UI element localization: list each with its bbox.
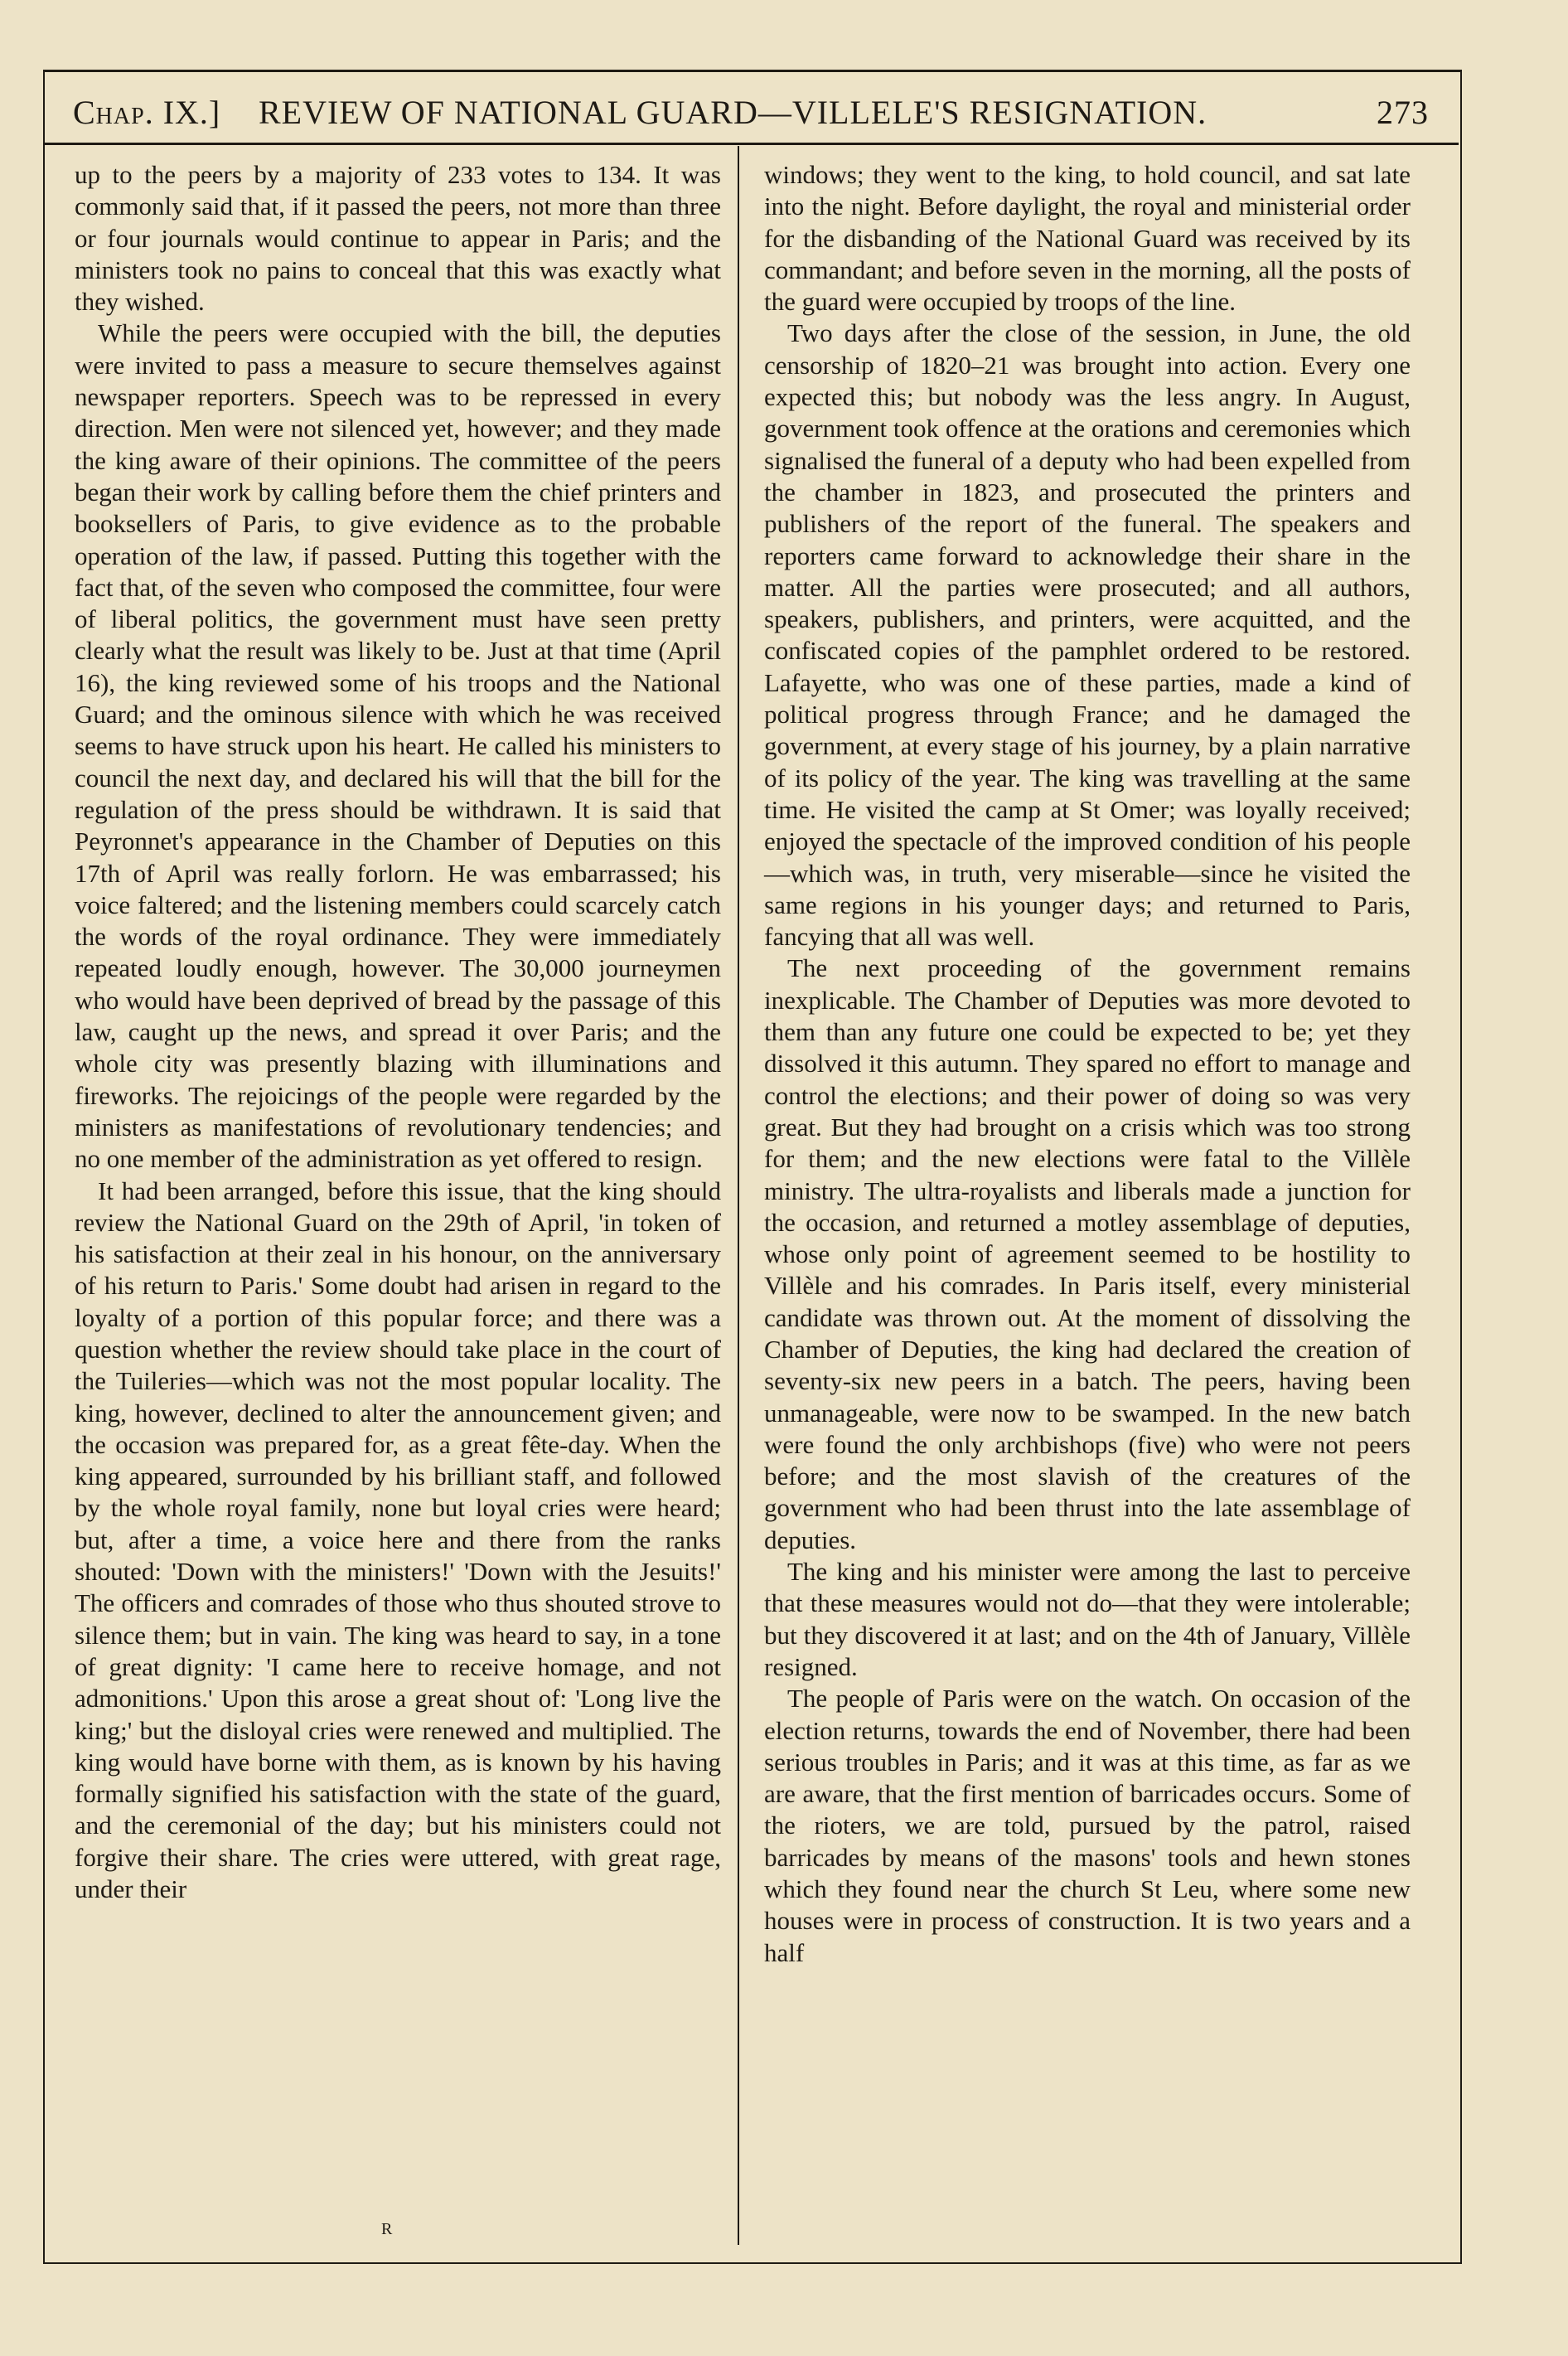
paragraph: The next proceeding of the government remains inexplicable. The Chamber of Deputies was more devoted to them than any future one could be expected to be; yet they dissolved it this autumn. They spared no effort to manage and control the elections; and their power of doing so was very great. But they had brought on a crisis which was too strong for them; and the new elections were fatal to the Villèle ministry. The ultra-royalists and liberals made a junction for the occasion, and returned a motley assemblage of deputies, whose only point of agreement seemed to be hostility to Villèle and his comrades. In Paris itself, every ministerial candidate was thrown out. At the moment of dissolving the Chamber of Deputies, the king had declared the creation of seventy-six new peers in a batch. The peers, having been unmanageable, were now to be swamped. In the new batch were found the only archbishops (five) who were not peers before; and the most slavish of the creatures of the government who had been thrust into the late assemblage of deputies.: [764, 953, 1411, 1554]
column-divider: [738, 146, 739, 2245]
paragraph: Two days after the close of the session, in June, the old censorship of 1820–21 was brought into action. Every one expected this; but nobody was the less angry. In August, government took offence at the orations and ceremonies which signalised the funeral of a deputy who had been expelled from the chamber in 1823, and prosecuted the printers and publishers of the report of the funeral. The speakers and reporters came forward to acknowledge their share in the matter. All the parties were prosecuted; and all authors, speakers, publishers, and printers, were acquitted, and the confiscated copies of the pamphlet ordered to be restored. Lafayette, who was one of these parties, made a kind of political progress through France; and he damaged the government, at every stage of his journey, by a plain narrative of its policy of the year. The king was travelling at the same time. He visited the camp at St Omer; was loyally received; enjoyed the spectacle of the improved condition of his people—which was, in truth, very miserable—since he visited the same regions in his younger days; and returned to Paris, fancying that all was well.: [764, 318, 1411, 952]
paragraph: The king and his minister were among the last to perceive that these measures would not do—that they were intolerable; but they discovered it at last; and on the 4th of January, Villèle resigned.: [764, 1557, 1411, 1681]
left-column: [75, 159, 721, 1905]
chapter-label: Chap. IX.]: [73, 94, 221, 131]
right-column: [764, 159, 1411, 1969]
paragraph: While the peers were occupied with the bill, the deputies were invited to pass a measure to secure themselves against newspaper reporters. Speech was to be repressed in every direction. Men were not silenced yet, however; and they made the king aware of their opinions. The committee of the peers began their work by calling before them the chief printers and booksellers of Paris, to give evidence as to the probable operation of the law, if passed. Putting this together with the fact that, of the seven who composed the committee, four were of liberal politics, the government must have seen pretty clearly what the result was likely to be. Just at that time (April 16), the king reviewed some of his troops and the National Guard; and the ominous silence with which he was received seems to have struck upon his heart. He called his ministers to council the next day, and declared his will that the bill for the regulation of the press should be withdrawn. It is said that Peyronnet's appearance in the Chamber of Deputies on this 17th of April was really forlorn. He was embarrassed; his voice faltered; and the listening members could scarcely catch the words of the royal ordinance. They were immediately repeated loudly enough, however. The 30,000 journeymen who would have been deprived of bread by the passage of this law, caught up the news, and spread it over Paris; and the whole city was presently blazing with illuminations and fireworks. The rejoicings of the people were regarded by the ministers as manifestations of revolutionary tendencies; and no one member of the administration as yet offered to resign.: [75, 318, 721, 1174]
running-header: [43, 83, 1459, 145]
signature-mark: R: [381, 2220, 393, 2238]
paragraph: windows; they went to the king, to hold council, and sat late into the night. Before daylight, the royal and ministerial order for the disbanding of the National Guard was received by its commandant; and before seven in the morning, all the posts of the guard were occupied by troops of the line.: [764, 160, 1411, 317]
page-title: REVIEW OF NATIONAL GUARD—VILLELE'S RESIGNATION.: [259, 94, 1207, 131]
paragraph: up to the peers by a majority of 233 votes to 134. It was commonly said that, if it passed the peers, not more than three or four journals would continue to appear in Paris; and the ministers took no pains to conceal that this was exactly what they wished.: [75, 160, 721, 317]
paragraph: It had been arranged, before this issue, that the king should review the National Guard on the 29th of April, 'in token of his satisfaction at their zeal in his honour, on the anniversary of his return to Paris.' Some doubt had arisen in regard to the loyalty of a portion of this popular force; and there was a question whether the review should take place in the court of the Tuileries—which was not the most popular locality. The king, however, declined to alter the announcement given; and the occasion was prepared for, as a great fête-day. When the king appeared, surrounded by his brilliant staff, and followed by the whole royal family, none but loyal cries were heard; but, after a time, a voice here and there from the ranks shouted: 'Down with the ministers!' 'Down with the Jesuits!' The officers and comrades of those who thus shouted strove to silence them; but in vain. The king was heard to say, in a tone of great dignity: 'I came here to receive homage, and not admonitions.' Upon this arose a great shout of: 'Long live the king;' but the disloyal cries were renewed and multiplied. The king would have borne with them, as is known by his having formally signified his satisfaction with the state of the guard, and the ceremonial of the day; but his ministers could not forgive their share. The cries were uttered, with great rage, under their: [75, 1176, 721, 1904]
page-number: 273: [1377, 94, 1429, 131]
paragraph: The people of Paris were on the watch. On occasion of the election returns, towards the end of November, there had been serious troubles in Paris; and it was at this time, as far as we are aware, that the first mention of barricades occurs. Some of the rioters, we are told, pursued by the patrol, raised barricades by means of the masons' tools and hewn stones which they found near the church St Leu, where some new houses were in process of construction. It is two years and a half: [764, 1684, 1411, 1967]
